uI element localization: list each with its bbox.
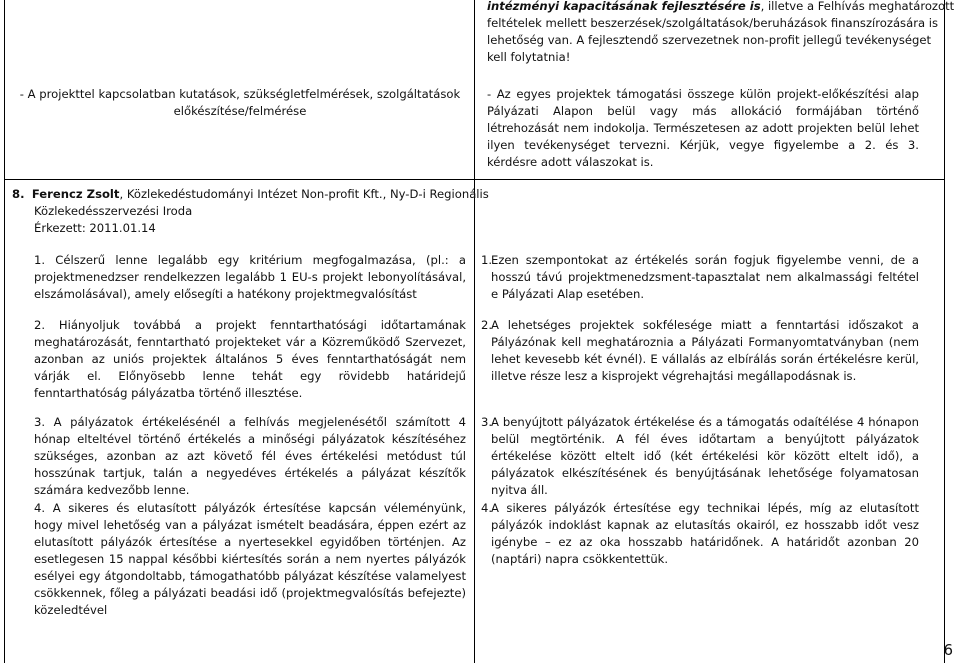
top-right-paragraph (487, 0, 955, 66)
table-column-divider (474, 0, 475, 663)
table-left-border (4, 0, 5, 663)
prep-question: - A projekttel kapcsolatban kutatások, szükségletfelmérések, szolgáltatások előkészítése/felmérése (19, 87, 461, 118)
commenter-org: , Közlekedéstudományi Intézet Non-profit Kft., Ny-D-i Regionális (119, 187, 489, 201)
top-right-line-4: kell folytatnia! (487, 50, 571, 64)
prep-answer: - Az egyes projektek támogatási összege külön projekt-előkészítési alap Pályázati Alapon belül vagy más allokáció formájában történő létrehozását nem indokolja. Természetesen az adott projekten belül lehet ilyen tevékenységet tervezni. Kérjük, vegye figyelembe a 2. és 3. kérdésre adott válaszokat is. (487, 87, 919, 169)
top-right-line-3: lehetőség van. A fejlesztendő szervezetnek non-profit jellegű tevékenységet (487, 33, 932, 47)
top-right-line-1: intézményi kapacitásának fejlesztésére is, illetve a Felhívás meghatározott (487, 0, 955, 13)
top-right-line-2: feltételek mellett beszerzések/szolgáltatások/beruházások finanszírozására is (487, 16, 939, 30)
answer-3: 3. A benyújtott pályázatok értékelése és a támogatás odaítélése 4 hónapon belül megtörténik. A fél éves időtartam a benyújtott pályázatok értékelése között eltelt idő (két értékelési kör között eltelt idő), a pályázatok elkészítésének és benyújtásának lehetősége folyamatosan nyitva áll. (481, 415, 919, 497)
received-date: Érkezett: 2011.01.14 (34, 221, 156, 235)
answer-1: 1. Ezen szempontokat az értékelés során fogjuk figyelembe venni, de a hosszú távú projektmenedzsment-tapasztalat nem alkalmassági feltétel e Pályázati Alap esetében. (481, 253, 919, 301)
commenter-org-line-2: Közlekedésszervezési Iroda (34, 204, 193, 218)
question-2: 2. Hiányoljuk továbbá a projekt fenntarthatósági időtartamának meghatározását, fenntartható projekteket vár a Közreműködő Szervezet, azonban az uniós projektek általános 5 éves fenntarthatóságát nem várják el. Előnyösebb lenne tehát egy rövidebb határidejű fenntarthatóság pályázatba történő illesztése. (34, 318, 467, 400)
section-number: 8. (12, 187, 25, 201)
answer-2: 2. A lehetséges projektek sokfélesége miatt a fenntartási időszakot a Pályázónak kell meghatároznia a Pályázati Formanyomtatványban (nem lehet kevesebb két évnél). E vállalás az elbírálás során értékelésre kerül, illetve része lesz a kisprojekt végrehajtási megállapodásnak is. (481, 318, 919, 383)
question-4: 4. A sikeres és elutasított pályázók értesítése kapcsán véleményünk, hogy mivel lehetőség van a pályázat ismételt beadására, éppen ezért az elutasított pályázók értesítése a nyertesekkel egyidőben történjen. Az esetlegesen 15 nappal későbbi kiértesítés során a nem nyertes pályázók esélyei egy átgondoltabb, támogathatóbb pályázat készítése valamelyest csökkennek, főleg a pályázati beadási idő (projektmegvalósítás befejezte) közeledtével (34, 501, 467, 617)
table-row-divider (4, 179, 945, 180)
commenter-name: Ferencz Zsolt (31, 187, 120, 201)
section-8-header (12, 186, 489, 237)
question-1: 1. Célszerű lenne legalább egy kritérium megfogalmazása, (pl.: a projektmenedzser rendelkezzen legalább 1 EU-s projekt lebonyolításával, elszámolásával), amely elősegíti a hatékony projektmegvalósítást (34, 253, 466, 301)
table-right-border (944, 0, 945, 663)
question-3: 3. A pályázatok értékelésénél a felhívás megjelenésétől számított 4 hónap elteltével történő értékelés a minőségi pályázatok készítéséhez szükséges, azonban az azt követő fél éves értékelési metódust túl hosszúnak tartjuk, talán a negyedéves értékelés a pályázat készítők számára kedvezőbb lenne. (34, 415, 466, 497)
italic-emphasis: intézményi kapacitásának fejlesztésére is (487, 0, 761, 13)
page-number: 6 (943, 641, 953, 659)
answer-4: 4. A sikeres pályázók értesítése egy technikai lépés, míg az elutasított pályázók indoklást kapnak az elutasítás okairól, ez hosszabb időt vesz igénybe – ez az oka hosszabb határidőnek. A határidőt azonban 20 (naptári) napra csökkentettük. (481, 501, 919, 566)
